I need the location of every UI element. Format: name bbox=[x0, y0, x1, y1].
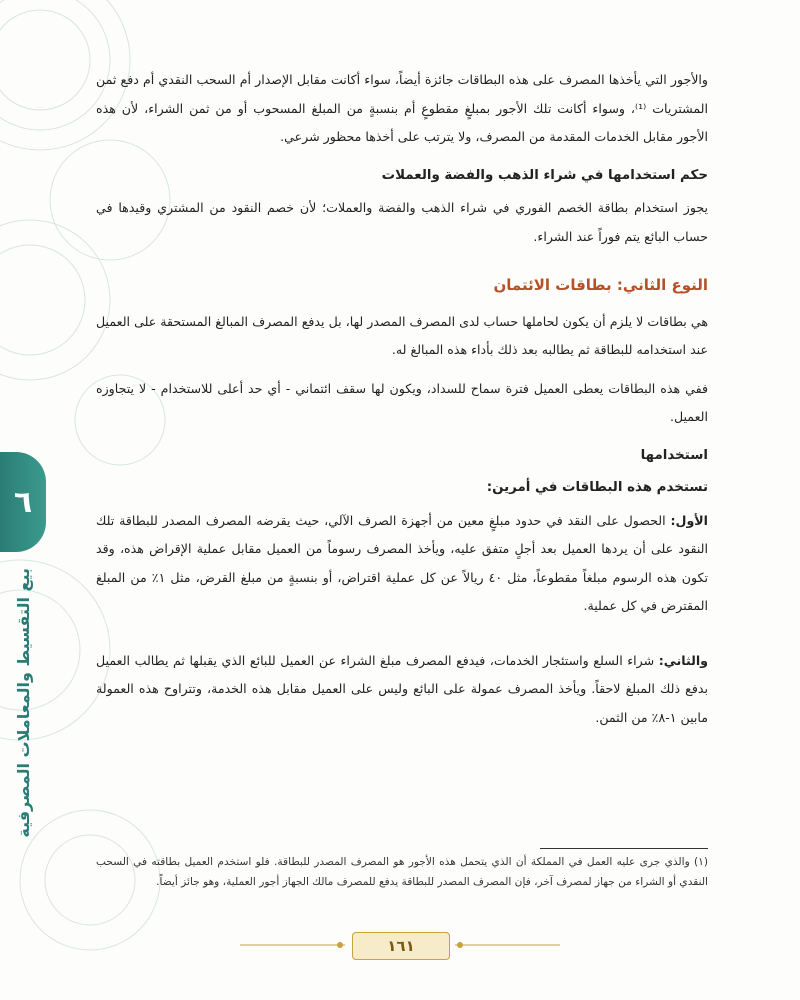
book-section-title-text: بيع التقسيط والمعاملات المصرفية bbox=[13, 568, 33, 838]
list-item-lead: الأول: bbox=[670, 512, 708, 528]
paragraph: ففي هذه البطاقات يعطى العميل فترة سماح للسداد، ويكون لها سقف ائتماني - أي حد أعلى للاستخدام - لا يتجاوزه العميل. bbox=[96, 380, 708, 424]
paragraph: يجوز استخدام بطاقة الخصم الفوري في شراء الذهب والفضة والعملات؛ لأن خصم النقود من المشتري وقيدها في حساب البائع يتم فوراً عند الشراء. bbox=[96, 200, 708, 244]
footnotes bbox=[96, 852, 708, 892]
paragraph: والأجور التي يأخذها المصرف على هذه البطاقات جائزة أيضاً، سواء أكانت مقابل الإصدار أم السحب النقدي أم دفع ثمن المشتريات ⁽¹⁾، وسواء أكانت تلك الأجور بمبلغٍ مقطوعٍ أم بنسبةٍ من المبلغ المسحوب أو من ثمن الشراء، لأن هذه الأجور مقابل الخدمات المقدمة من المصرف، ولا يترتب على أخذها محظور شرعي. bbox=[96, 72, 708, 144]
list-item bbox=[96, 507, 708, 621]
subheading: تستخدم هذه البطاقات في أمرين: bbox=[486, 480, 708, 495]
section-title: النوع الثاني: بطاقات الائتمان bbox=[493, 276, 708, 294]
footnote-divider bbox=[540, 848, 708, 849]
list-item bbox=[96, 647, 708, 733]
chapter-tab bbox=[0, 452, 46, 552]
page-number-badge bbox=[352, 932, 450, 960]
page-content bbox=[96, 66, 708, 732]
paragraph: هي بطاقات لا يلزم أن يكون لحاملها حساب لدى المصرف المصدر لها، بل يدفع المصرف المبالغ المستحقة على العميل عند استخدامه للبطاقة ثم يطالبه بعد ذلك بأداء هذه المبالغ له. bbox=[96, 313, 708, 357]
footnote: (١) والذي جرى عليه العمل في المملكة أن الذي يتحمل هذه الأجور هو المصرف المصدر للبطاقة. فلو استخدم العميل بطاقته في السحب النقدي أو الشراء من جهاز لمصرف آخر، فإن المصرف المصدر للبطاقة يدفع للمصرف مالك الجهاز أجور العملية، وهو جائز أيضاً. bbox=[96, 856, 708, 888]
subheading: استخدامها bbox=[640, 447, 708, 463]
book-section-title bbox=[6, 548, 40, 858]
list-item-text: الحصول على النقد في حدود مبلغٍ معين من أجهزة الصرف الآلي، حيث يقرضه المصرف المصدر للبطاقة تلك النقود على أن يردها العميل بعد أجلٍ متفق عليه، ويأخذ المصرف رسوماً من العميل مقابل عملية الإقراض هذه، وقد تكون هذه الرسوم مبلغاً مقطوعاً، مثل ٤٠ ريالاً عن كل عملية اقتراض، أو بنسبةٍ من مبلغ القرض، مثل ١٪ من المبلغ المقترض في كل عملية. bbox=[96, 512, 708, 613]
list-item-lead: والثاني: bbox=[658, 652, 708, 668]
list-item-text: شراء السلع واستئجار الخدمات، فيدفع المصرف مبلغ الشراء عن العميل للبائع الذي يقبلها ثم يطالب العميل بدفع ذلك المبلغ لاحقاً. ويأخذ المصرف عمولة على البائع وليس على العميل مقابل هذه الخدمة، وتتراوح هذه العمولة مابين ١-٨٪ من الثمن. bbox=[96, 652, 708, 725]
chapter-number: ٦ bbox=[13, 484, 33, 520]
subheading: حكم استخدامها في شراء الذهب والفضة والعملات bbox=[381, 167, 708, 183]
page-number: ١٦١ bbox=[387, 937, 415, 955]
